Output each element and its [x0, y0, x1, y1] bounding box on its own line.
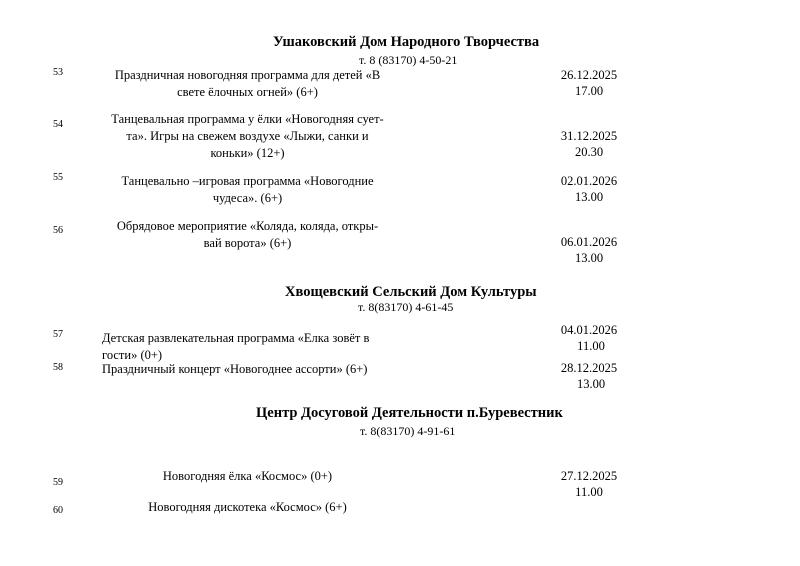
event-description: Новогодняя дискотека «Космос» (6+) [148, 500, 347, 514]
event-number: 57 [53, 329, 63, 340]
event-description: Обрядовое мероприятие «Коляда, коляда, откры- вай ворота» (6+) [116, 219, 379, 250]
event-date: 02.01.2026 [560, 174, 618, 188]
event-description: Детская развлекательная программа «Елка зовёт в гости» (0+) [102, 331, 370, 362]
section-title: Ушаковский Дом Народного Творчества [273, 34, 540, 50]
event-time: 13.00 [574, 251, 604, 265]
event-date: 28.12.2025 [560, 361, 618, 375]
event-date: 04.01.2026 [560, 323, 618, 337]
section-phone: т. 8(83170) 4-61-45 [358, 300, 454, 314]
event-description: Танцевальная программа у ёлки «Новогодняя сует- та». Игры на свежем воздухе «Лыжи, санки и коньки» (12+) [111, 112, 384, 160]
event-description: Праздничная новогодняя программа для детей «В свете ёлочных огней» (6+) [114, 68, 381, 99]
event-time: 11.00 [577, 339, 605, 353]
event-date: 31.12.2025 [560, 129, 618, 143]
section-title: Центр Досуговой Деятельности п.Буревестник [256, 405, 563, 421]
event-number: 60 [53, 505, 63, 516]
event-date: 06.01.2026 [560, 235, 618, 249]
event-description: Праздничный концерт «Новогоднее ассорти» (6+) [102, 362, 368, 376]
event-number: 54 [53, 119, 63, 130]
event-time: 13.00 [576, 377, 606, 391]
event-time: 17.00 [574, 84, 604, 98]
event-number: 55 [53, 172, 63, 183]
event-date: 27.12.2025 [560, 469, 618, 483]
event-time: 13.00 [574, 190, 604, 204]
event-number: 56 [53, 225, 63, 236]
event-time: 20.30 [574, 145, 604, 159]
section-phone: т. 8(83170) 4-91-61 [360, 424, 456, 438]
section-title: Хвощевский Сельский Дом Культуры [285, 284, 537, 300]
event-description: Танцевально –игровая программа «Новогодние чудеса». (6+) [121, 174, 374, 205]
event-number: 53 [53, 67, 63, 78]
event-time: 11.00 [575, 485, 603, 499]
event-description: Новогодняя ёлка «Космос» (0+) [162, 469, 333, 483]
section-phone: т. 8 (83170) 4-50-21 [359, 53, 458, 67]
event-date: 26.12.2025 [560, 68, 618, 82]
event-number: 58 [53, 362, 63, 373]
event-number: 59 [53, 477, 63, 488]
